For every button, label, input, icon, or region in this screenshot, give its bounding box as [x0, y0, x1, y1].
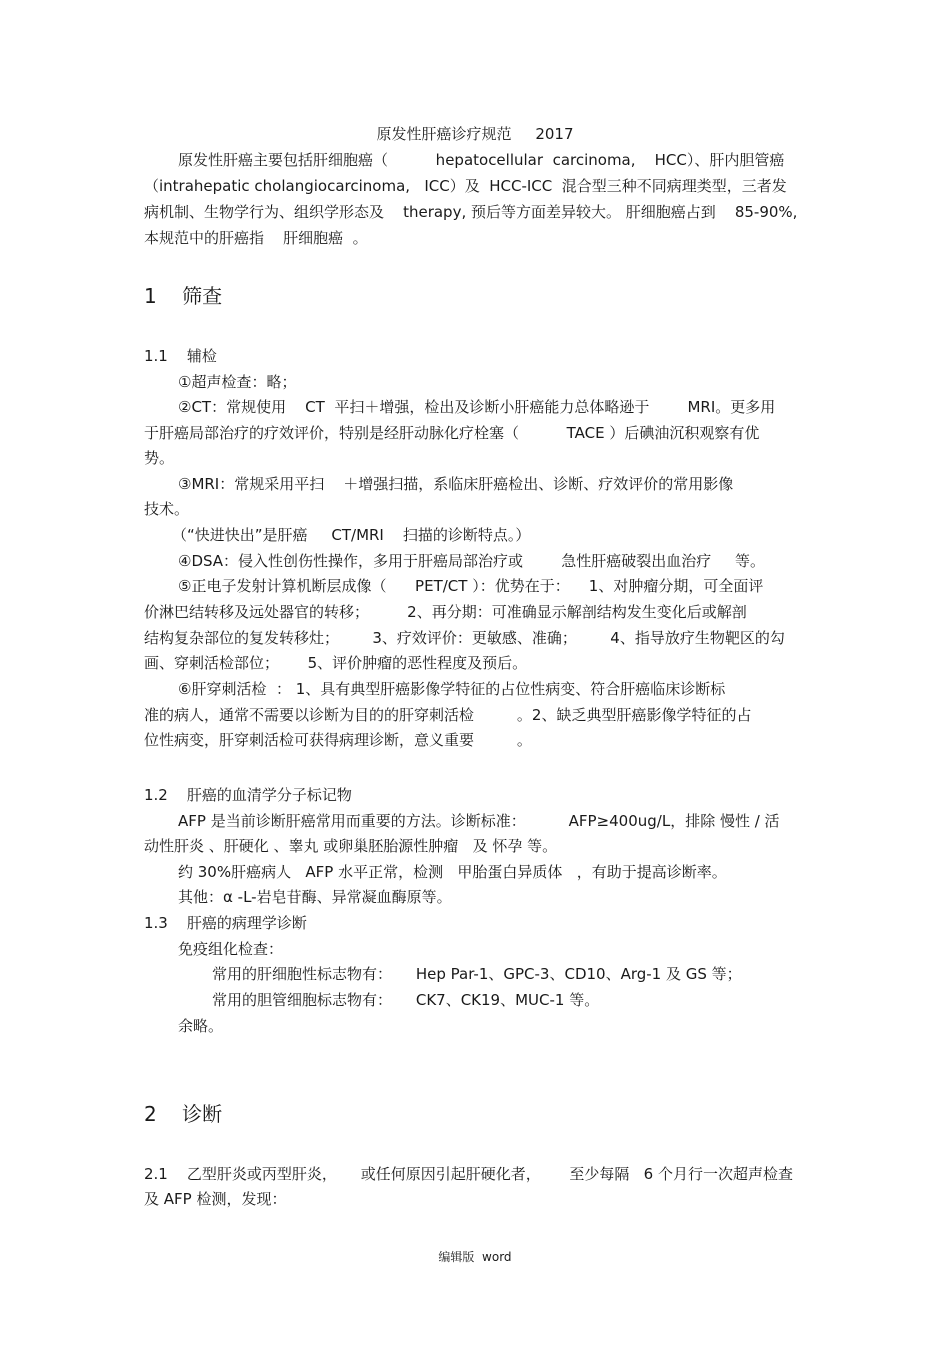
intro-line-2: （intrahepatic cholangiocarcinoma, ICC）及 HCC-ICC 混合型三种不同病理类型，三者发 — [144, 177, 787, 195]
biopsy-line-2: 准的病人，通常不需要以诊断为目的的肝穿刺活检 。2、缺乏典型肝癌影像学特征的占 — [144, 706, 752, 724]
subsection-1-1-heading: 1.1 辅检 — [144, 347, 217, 365]
afp-normal-line: 约 30%肝癌病人 AFP 水平正常，检测 甲胎蛋白异质体 ，有助于提高诊断率。 — [178, 863, 727, 881]
biopsy-line-1: ⑥肝穿刺活检 ： 1、具有典型肝癌影像学特征的占位性病变、符合肝癌临床诊断标 — [178, 680, 726, 698]
p21-line-2: 及 AFP 检测，发现： — [144, 1190, 287, 1208]
biopsy-line-3: 位性病变，肝穿刺活检可获得病理诊断，意义重要 。 — [144, 731, 532, 749]
intro-line-4: 本规范中的肝癌指 肝细胞癌 。 — [144, 229, 368, 247]
page-title: 原发性肝癌诊疗规范 2017 — [376, 125, 574, 143]
ihc-line: 免疫组化检查： — [178, 940, 284, 958]
intro-line-1: 原发性肝癌主要包括肝细胞癌（ hepatocellular carcinoma, HCC）、肝内胆管癌 — [178, 151, 785, 169]
other-markers-line: 其他：α -L-岩皂苷酶、异常凝血酶原等。 — [178, 888, 452, 906]
pet-line-1: ⑤正电子发射计算机断层成像（ PET/CT ）：优势在于： 1、对肿瘤分期，可全面评 — [178, 577, 764, 595]
intro-line-3: 病机制、生物学行为、组织学形态及 therapy, 预后等方面差异较大。 肝细胞癌占到 85-90%, — [144, 203, 798, 221]
p21-line-1: 2.1 乙型肝炎或丙型肝炎， 或任何原因引起肝硬化者， 至少每隔 6 个月行一次超声检查 — [144, 1165, 793, 1183]
ultrasound-line: ①超声检查：略； — [178, 373, 297, 391]
mri-line-2: 技术。 — [144, 500, 190, 518]
subsection-1-2-heading: 1.2 肝癌的血清学分子标记物 — [144, 786, 352, 804]
section-1-heading: 1 筛查 — [144, 284, 223, 308]
mri-line-1: ③MRI：常规采用平扫 ＋增强扫描，系临床肝癌检出、诊断、疗效评价的常用影像 — [178, 475, 734, 493]
pet-line-2: 价淋巴结转移及远处器官的转移； 2、再分期：可准确显示解剖结构发生变化后或解剖 — [144, 603, 747, 621]
page-footer: 编辑版 word — [438, 1250, 512, 1264]
ct-line-2: 于肝癌局部治疗的疗效评价，特别是经肝动脉化疗栓塞（ TACE ）后碘油沉积观察有优 — [144, 424, 760, 442]
subsection-1-3-heading: 1.3 肝癌的病理学诊断 — [144, 914, 307, 932]
ct-line-3: 势。 — [144, 449, 175, 467]
afp-line-2: 动性肝炎 、肝硬化 、睾丸 或卵巢胚胎源性肿瘤 及 怀孕 等。 — [144, 837, 558, 855]
omitted-line: 余略。 — [178, 1017, 224, 1035]
hepatocyte-markers-line: 常用的肝细胞性标志物有： Hep Par-1、GPC-3、CD10、Arg-1 及 GS 等； — [212, 965, 742, 983]
pet-line-3: 结构复杂部位的复发转移灶； 3、疗效评价：更敏感、准确； 4、指导放疗生物靶区的勾 — [144, 629, 785, 647]
bile-duct-markers-line: 常用的胆管细胞标志物有： CK7、CK19、MUC-1 等。 — [212, 991, 600, 1009]
pet-line-4: 画、穿刺活检部位； 5、评价肿瘤的恶性程度及预后。 — [144, 654, 528, 672]
ct-line-1: ②CT：常规使用 CT 平扫＋增强，检出及诊断小肝癌能力总体略逊于 MRI。更多用 — [178, 398, 776, 416]
dsa-line: ④DSA：侵入性创伤性操作，多用于肝癌局部治疗或 急性肝癌破裂出血治疗 等。 — [178, 552, 766, 570]
section-2-heading: 2 诊断 — [144, 1102, 223, 1126]
fast-in-fast-out-note: （“快进快出”是肝癌 CT/MRI 扫描的诊断特点。） — [172, 526, 531, 544]
afp-line-1: AFP 是当前诊断肝癌常用而重要的方法。诊断标准： AFP≥400ug/L，排除 慢性 / 活 — [178, 812, 780, 830]
